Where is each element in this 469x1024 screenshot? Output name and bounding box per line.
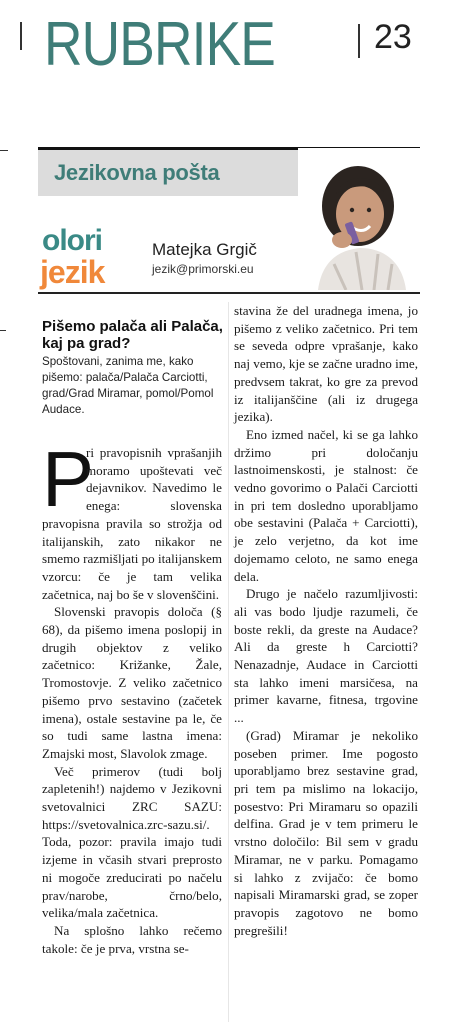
answer-paragraph: stavina že del uradnega imena, jo pišemo z veliko začetnico. Pri tem se seveda odpre vprašanje, kako naj vemo, kje se začne uradno ime, predvsem takrat, ko gre za prevod iz italijanščine (ali iz drugega jezika). (234, 303, 418, 425)
answer-paragraph: Več primerov (tudi bolj zapletenih!) najdemo v Jezikovni svetovalnici ZRC SAZU: https://svetovalnica.zrc-sazu.si/. Toda, pozor: pravila imajo tudi izjeme in včasih stvari preprosto ni mogoče zreducirati po načelu prav/narobe, črno/belo, velika/mala začetnica. (42, 763, 222, 921)
header-divider-right (358, 24, 360, 58)
header-divider-left (20, 22, 22, 50)
answer-paragraph (42, 435, 223, 603)
answer-paragraph-text: ri pravopisnih vprašanjih moramo upoštevati več dejavnikov. Navedimo le enega: slovenska pravopisna pravila so strožja od italijanskih, zato nikakor ne smemo razmišljati po italijanskem vzorcu: če je tam velika začetnica, naj bo še v slovenščini. (42, 445, 223, 602)
section-heading-rubrike: RUBRIKE (44, 10, 276, 79)
answer-left-column (42, 435, 223, 957)
author-photo (298, 148, 420, 290)
column-logo-top: olori (42, 224, 102, 257)
answer-paragraph: Drugo je načelo razumljivosti: ali vas bodo ljudje razumeli, če boste rekli, da greste na Audace? Ali da greste h Carciotti? Nenazadnje, Audace in Carciotti sta lahko imeni marsičesa, na primer kavarne, fitnesa, trgovine ... (234, 586, 418, 726)
answer-paragraph: Na splošno lahko rečemo takole: če je prva, vrstna se- (42, 922, 222, 956)
column-title: Jezikovna pošta (54, 160, 220, 185)
answer-right-column (234, 302, 418, 939)
author-email: jezik@primorski.eu (152, 262, 254, 276)
question-body: Spoštovani, zanima me, kako pišemo: palača/Palača Carciotti, grad/Grad Miramar, pomol/Pomol Audace. (42, 355, 214, 416)
column-logo-bottom: jezik (40, 254, 105, 290)
question-title: Pišemo palača ali Palača, kaj pa grad? (42, 318, 223, 352)
answer-paragraph: Slovenski pravopis določa (§ 68), da pišemo imena poslopij in drugih objektov z veliko začetnico: Križanke, Žale, Tromostovje. Z veliko začetnico pišemo prvo sestavino (začetek imena), ostale sestavine pa le, če so tudi same lastna imena: Zmajski most, Slavolok zmage. (42, 604, 222, 761)
drop-cap-spacer (42, 444, 86, 510)
answer-paragraph: (Grad) Miramar je nekoliko poseben primer. Ime pogosto uporabljamo brez sestavine grad, pri tem pa mislimo na lokacijo, posestvo: Pri Miramaru so opazili delfina. Grad je v tem primeru le vrstno določilo: Bil sem v gradu Miramar, ne v parku. Pomagamo si lahko z zvijačo: če bomo napisali Miramarski grad, se zoper pravopis zagotovo ne bomo pregrešili! (234, 727, 418, 938)
answer-paragraph: Eno izmed načel, ki se ga lahko držimo pri določanju lastnoimenskosti, je stalnost: če vedno govorimo o Palači Carciotti in pri tem dosledno uporabljamo obe sestavini (Palača + Carciotti), je zelo verjetno, da kot ime dojemamo celoto, ne samo enega dela. (234, 426, 418, 584)
column-divider (228, 302, 229, 1022)
drop-cap: P (42, 435, 95, 523)
adjacent-page-mark (0, 150, 8, 151)
page-number: 23 (374, 18, 412, 56)
adjacent-page-mark (0, 330, 6, 331)
header-bottom-rule (38, 292, 420, 294)
author-name: Matejka Grgič (152, 240, 257, 259)
